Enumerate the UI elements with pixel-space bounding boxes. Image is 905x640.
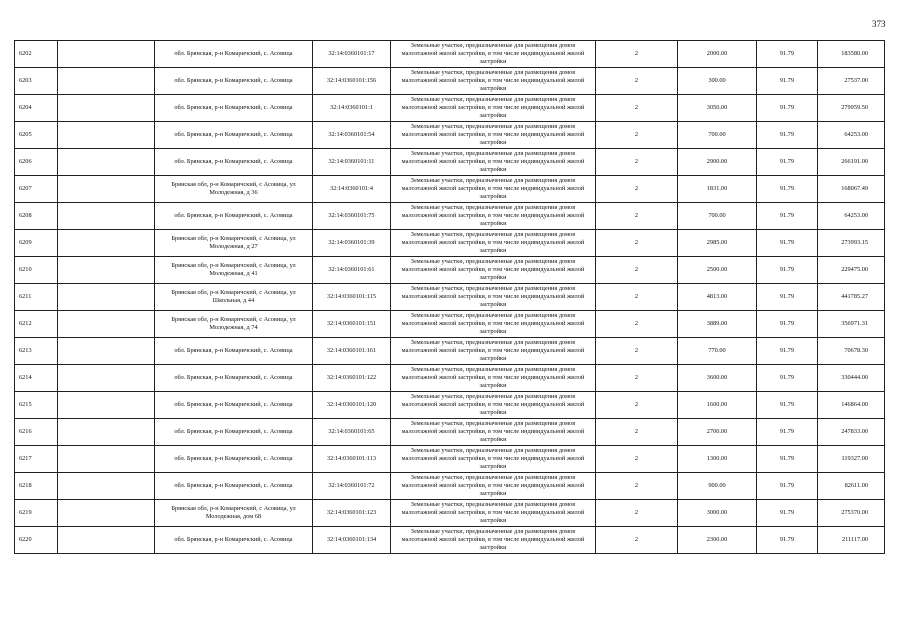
cell-area: 900.00 — [678, 473, 757, 500]
cell-land-purpose: Земельные участки, предназначенные для размещения домов малоэтажной жилой застройки, в том числе индивидуальной жилой застройки — [391, 365, 596, 392]
cell-cadastral-number: 32:14:0360101:61 — [313, 257, 391, 284]
cell-cadastral-value: 211117.00 — [818, 527, 885, 554]
cell-area: 2500.00 — [678, 257, 757, 284]
cell-cadastral-number: 32:14:0360101:39 — [313, 230, 391, 257]
cell-land-purpose: Земельные участки, предназначенные для размещения домов малоэтажной жилой застройки, в том числе индивидуальной жилой застройки — [391, 122, 596, 149]
cell-cadastral-value: 356971.31 — [818, 311, 885, 338]
cell-group: 2 — [596, 41, 678, 68]
cell-row-number: 6210 — [15, 257, 58, 284]
cell-cadastral-number: 32:14:0360101:134 — [313, 527, 391, 554]
cell-empty — [58, 176, 155, 203]
cell-cadastral-number: 32:14:0360101:151 — [313, 311, 391, 338]
cell-cadastral-value: 64253.00 — [818, 122, 885, 149]
cell-land-purpose: Земельные участки, предназначенные для размещения домов малоэтажной жилой застройки, в том числе индивидуальной жилой застройки — [391, 284, 596, 311]
cell-rate: 91.79 — [757, 365, 818, 392]
cell-cadastral-number: 32:14:0360101:17 — [313, 41, 391, 68]
cell-cadastral-value: 27537.00 — [818, 68, 885, 95]
cell-cadastral-number: 32:14:0360101:65 — [313, 419, 391, 446]
cell-cadastral-number: 32:14:0360101:113 — [313, 446, 391, 473]
cell-cadastral-value: 441785.27 — [818, 284, 885, 311]
cell-rate: 91.79 — [757, 311, 818, 338]
cell-rate: 91.79 — [757, 527, 818, 554]
cell-address: обл. Брянская, р-н Комаричский, с. Асовица — [155, 149, 313, 176]
cell-land-purpose: Земельные участки, предназначенные для размещения домов малоэтажной жилой застройки, в том числе индивидуальной жилой застройки — [391, 95, 596, 122]
cell-row-number: 6213 — [15, 338, 58, 365]
cell-cadastral-value: 330444.00 — [818, 365, 885, 392]
cell-empty — [58, 95, 155, 122]
cell-land-purpose: Земельные участки, предназначенные для размещения домов малоэтажной жилой застройки, в том числе индивидуальной жилой застройки — [391, 419, 596, 446]
cell-address: обл. Брянская, р-н Комаричский, с. Асовица — [155, 446, 313, 473]
cell-land-purpose: Земельные участки, предназначенные для размещения домов малоэтажной жилой застройки, в том числе индивидуальной жилой застройки — [391, 500, 596, 527]
cell-empty — [58, 338, 155, 365]
cell-group: 2 — [596, 230, 678, 257]
table-row — [15, 203, 885, 230]
cell-row-number: 6203 — [15, 68, 58, 95]
cell-rate: 91.79 — [757, 230, 818, 257]
cell-rate: 91.79 — [757, 500, 818, 527]
cell-rate: 91.79 — [757, 41, 818, 68]
cell-area: 1600.00 — [678, 392, 757, 419]
cell-rate: 91.79 — [757, 149, 818, 176]
cell-address: Брянская обл, р-н Комаричский, с Асовица, ул Молодежная, д 41 — [155, 257, 313, 284]
cell-group: 2 — [596, 68, 678, 95]
table-row — [15, 41, 885, 68]
cell-cadastral-value: 279959.50 — [818, 95, 885, 122]
cell-group: 2 — [596, 95, 678, 122]
cell-cadastral-number: 32:14:0360101:4 — [313, 176, 391, 203]
table-row — [15, 230, 885, 257]
cell-row-number: 6216 — [15, 419, 58, 446]
cell-row-number: 6205 — [15, 122, 58, 149]
table-row — [15, 95, 885, 122]
cell-area: 2000.00 — [678, 41, 757, 68]
cell-cadastral-number: 32:14:0360101:75 — [313, 203, 391, 230]
cell-land-purpose: Земельные участки, предназначенные для размещения домов малоэтажной жилой застройки, в том числе индивидуальной жилой застройки — [391, 203, 596, 230]
cell-cadastral-value: 266191.00 — [818, 149, 885, 176]
cell-empty — [58, 446, 155, 473]
cell-group: 2 — [596, 122, 678, 149]
cell-land-purpose: Земельные участки, предназначенные для размещения домов малоэтажной жилой застройки, в том числе индивидуальной жилой застройки — [391, 392, 596, 419]
cell-empty — [58, 149, 155, 176]
cell-address: обл. Брянская, р-н Комаричский, с. Асовица — [155, 122, 313, 149]
cell-address: Брянская обл, р-н Комаричский, с Асовица, ул Молодежная, д 74 — [155, 311, 313, 338]
cell-empty — [58, 41, 155, 68]
cell-rate: 91.79 — [757, 257, 818, 284]
cell-address: обл. Брянская, р-н Комаричский, с. Асовица — [155, 203, 313, 230]
cell-cadastral-value: 70678.30 — [818, 338, 885, 365]
cell-land-purpose: Земельные участки, предназначенные для размещения домов малоэтажной жилой застройки, в том числе индивидуальной жилой застройки — [391, 446, 596, 473]
cell-cadastral-number: 32:14:0360101:54 — [313, 122, 391, 149]
cell-area: 2300.00 — [678, 527, 757, 554]
table-row — [15, 149, 885, 176]
cell-area: 1831.00 — [678, 176, 757, 203]
cell-cadastral-number: 32:14:0360101:156 — [313, 68, 391, 95]
cell-cadastral-number: 32:14:0360101:115 — [313, 284, 391, 311]
cell-empty — [58, 392, 155, 419]
cell-rate: 91.79 — [757, 392, 818, 419]
cell-address: обл. Брянская, р-н Комаричский, с. Асовица — [155, 392, 313, 419]
cell-land-purpose: Земельные участки, предназначенные для размещения домов малоэтажной жилой застройки, в том числе индивидуальной жилой застройки — [391, 176, 596, 203]
cell-address: Брянская обл, р-н Комаричский, с Асовица, ул Молодежная, д 27 — [155, 230, 313, 257]
cell-area: 300.00 — [678, 68, 757, 95]
cell-empty — [58, 473, 155, 500]
cell-rate: 91.79 — [757, 284, 818, 311]
cell-row-number: 6218 — [15, 473, 58, 500]
cell-group: 2 — [596, 176, 678, 203]
cell-cadastral-value: 119327.00 — [818, 446, 885, 473]
cell-cadastral-value: 183580.00 — [818, 41, 885, 68]
cell-cadastral-value: 275370.00 — [818, 500, 885, 527]
cell-address: обл. Брянская, р-н Комаричский, с. Асовица — [155, 41, 313, 68]
cell-cadastral-value: 229475.00 — [818, 257, 885, 284]
cell-group: 2 — [596, 203, 678, 230]
cell-cadastral-value: 247833.00 — [818, 419, 885, 446]
table-row — [15, 446, 885, 473]
cell-address: обл. Брянская, р-н Комаричский, с. Асовица — [155, 338, 313, 365]
cell-land-purpose: Земельные участки, предназначенные для размещения домов малоэтажной жилой застройки, в том числе индивидуальной жилой застройки — [391, 338, 596, 365]
cell-empty — [58, 122, 155, 149]
table-row — [15, 338, 885, 365]
cell-cadastral-number: 32:14:0360101:120 — [313, 392, 391, 419]
cell-land-purpose: Земельные участки, предназначенные для размещения домов малоэтажной жилой застройки, в том числе индивидуальной жилой застройки — [391, 311, 596, 338]
cell-area: 770.00 — [678, 338, 757, 365]
cell-land-purpose: Земельные участки, предназначенные для размещения домов малоэтажной жилой застройки, в том числе индивидуальной жилой застройки — [391, 41, 596, 68]
table-row — [15, 527, 885, 554]
cell-cadastral-number: 32:14:0360101:72 — [313, 473, 391, 500]
cell-area: 1300.00 — [678, 446, 757, 473]
cell-row-number: 6214 — [15, 365, 58, 392]
cell-cadastral-value: 168067.49 — [818, 176, 885, 203]
cell-address: обл. Брянская, р-н Комаричский, с. Асовица — [155, 365, 313, 392]
table-row — [15, 311, 885, 338]
cell-land-purpose: Земельные участки, предназначенные для размещения домов малоэтажной жилой застройки, в том числе индивидуальной жилой застройки — [391, 149, 596, 176]
cell-rate: 91.79 — [757, 122, 818, 149]
cell-group: 2 — [596, 392, 678, 419]
cell-cadastral-value: 82611.00 — [818, 473, 885, 500]
cell-rate: 91.79 — [757, 203, 818, 230]
cell-cadastral-number: 32:14:0360101:11 — [313, 149, 391, 176]
cell-group: 2 — [596, 500, 678, 527]
cell-group: 2 — [596, 257, 678, 284]
page-number: 373 — [872, 19, 886, 29]
cell-cadastral-number: 32:14:0360101:123 — [313, 500, 391, 527]
table-row — [15, 257, 885, 284]
cell-group: 2 — [596, 149, 678, 176]
cell-empty — [58, 311, 155, 338]
cell-row-number: 6212 — [15, 311, 58, 338]
cell-empty — [58, 68, 155, 95]
cell-group: 2 — [596, 365, 678, 392]
table-row — [15, 392, 885, 419]
table-row — [15, 176, 885, 203]
cell-address: обл. Брянская, р-н Комаричский, с. Асовица — [155, 95, 313, 122]
table-body — [15, 41, 885, 554]
cell-row-number: 6208 — [15, 203, 58, 230]
cell-group: 2 — [596, 311, 678, 338]
table-row — [15, 365, 885, 392]
cell-empty — [58, 419, 155, 446]
cell-row-number: 6217 — [15, 446, 58, 473]
cell-group: 2 — [596, 284, 678, 311]
cell-land-purpose: Земельные участки, предназначенные для размещения домов малоэтажной жилой застройки, в том числе индивидуальной жилой застройки — [391, 68, 596, 95]
cell-area: 2900.00 — [678, 149, 757, 176]
cell-address: обл. Брянская, р-н Комаричский, с. Асовица — [155, 68, 313, 95]
cell-cadastral-value: 273993.15 — [818, 230, 885, 257]
cell-rate: 91.79 — [757, 446, 818, 473]
cell-address: обл. Брянская, р-н Комаричский, с. Асовица — [155, 473, 313, 500]
cell-rate: 91.79 — [757, 338, 818, 365]
cell-address: обл. Брянская, р-н Комаричский, с. Асовица — [155, 419, 313, 446]
cell-rate: 91.79 — [757, 95, 818, 122]
cell-group: 2 — [596, 338, 678, 365]
table-row — [15, 419, 885, 446]
cell-row-number: 6220 — [15, 527, 58, 554]
cell-empty — [58, 365, 155, 392]
cell-row-number: 6206 — [15, 149, 58, 176]
table-row — [15, 122, 885, 149]
cell-rate: 91.79 — [757, 68, 818, 95]
cell-land-purpose: Земельные участки, предназначенные для размещения домов малоэтажной жилой застройки, в том числе индивидуальной жилой застройки — [391, 230, 596, 257]
cell-address: обл. Брянская, р-н Комаричский, с. Асовица — [155, 527, 313, 554]
cell-address: Брянская обл, р-н Комаричский, с Асовица, ул Школьная, д 44 — [155, 284, 313, 311]
table-row — [15, 473, 885, 500]
cell-cadastral-number: 32:14:0360101:161 — [313, 338, 391, 365]
cell-area: 3600.00 — [678, 365, 757, 392]
cell-land-purpose: Земельные участки, предназначенные для размещения домов малоэтажной жилой застройки, в том числе индивидуальной жилой застройки — [391, 257, 596, 284]
cadastral-registry-table — [14, 40, 885, 554]
cell-group: 2 — [596, 446, 678, 473]
cell-row-number: 6207 — [15, 176, 58, 203]
cell-address: Брянская обл, р-н Комаричский, с Асовица, ул Молодежная, дом 68 — [155, 500, 313, 527]
cell-area: 3889.00 — [678, 311, 757, 338]
cell-row-number: 6204 — [15, 95, 58, 122]
cell-land-purpose: Земельные участки, предназначенные для размещения домов малоэтажной жилой застройки, в том числе индивидуальной жилой застройки — [391, 473, 596, 500]
cell-row-number: 6215 — [15, 392, 58, 419]
cell-empty — [58, 203, 155, 230]
cell-empty — [58, 284, 155, 311]
cell-empty — [58, 500, 155, 527]
table-row — [15, 68, 885, 95]
cell-group: 2 — [596, 419, 678, 446]
cell-area: 700.00 — [678, 203, 757, 230]
cell-cadastral-value: 146864.00 — [818, 392, 885, 419]
table-row — [15, 284, 885, 311]
cell-empty — [58, 527, 155, 554]
cell-area: 4813.00 — [678, 284, 757, 311]
cell-cadastral-value: 64253.00 — [818, 203, 885, 230]
cell-area: 700.00 — [678, 122, 757, 149]
cell-land-purpose: Земельные участки, предназначенные для размещения домов малоэтажной жилой застройки, в том числе индивидуальной жилой застройки — [391, 527, 596, 554]
cell-rate: 91.79 — [757, 176, 818, 203]
cell-empty — [58, 257, 155, 284]
cell-row-number: 6202 — [15, 41, 58, 68]
cell-group: 2 — [596, 473, 678, 500]
cell-row-number: 6211 — [15, 284, 58, 311]
cell-area: 3000.00 — [678, 500, 757, 527]
cell-empty — [58, 230, 155, 257]
cell-group: 2 — [596, 527, 678, 554]
cell-row-number: 6209 — [15, 230, 58, 257]
cell-address: Брянская обл, р-н Комаричский, с Асовица, ул Молодежная, д 36 — [155, 176, 313, 203]
cell-area: 3050.00 — [678, 95, 757, 122]
cell-cadastral-number: 32:14:0360101:122 — [313, 365, 391, 392]
cell-area: 2985.00 — [678, 230, 757, 257]
cell-row-number: 6219 — [15, 500, 58, 527]
table-row — [15, 500, 885, 527]
cell-cadastral-number: 32:14:0360101:1 — [313, 95, 391, 122]
cell-area: 2700.00 — [678, 419, 757, 446]
cell-rate: 91.79 — [757, 473, 818, 500]
cell-rate: 91.79 — [757, 419, 818, 446]
